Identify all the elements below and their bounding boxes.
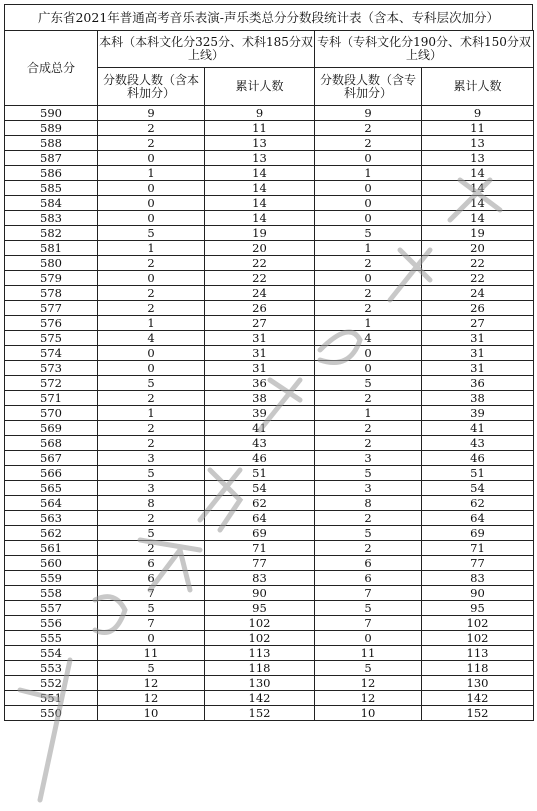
cell-benke-count: 5 <box>98 376 205 391</box>
cell-score: 574 <box>5 346 98 361</box>
cell-score: 565 <box>5 481 98 496</box>
table-row <box>5 271 534 286</box>
cell-benke-cumulative: 39 <box>205 406 315 421</box>
header-benke: 本科（本科文化分325分、术科185分双上线） <box>98 31 315 68</box>
cell-benke-cumulative: 46 <box>205 451 315 466</box>
cell-score: 577 <box>5 301 98 316</box>
cell-score: 581 <box>5 241 98 256</box>
cell-score: 587 <box>5 151 98 166</box>
cell-zhuanke-count: 6 <box>315 571 422 586</box>
cell-zhuanke-count: 1 <box>315 241 422 256</box>
cell-benke-cumulative: 118 <box>205 661 315 676</box>
header-zhuanke-count: 分数段人数（含专科加分） <box>315 68 422 106</box>
table-row <box>5 496 534 511</box>
cell-zhuanke-cumulative: 90 <box>422 586 534 601</box>
cell-benke-count: 12 <box>98 676 205 691</box>
cell-benke-count: 2 <box>98 121 205 136</box>
table-row <box>5 691 534 706</box>
table-row <box>5 481 534 496</box>
cell-benke-count: 2 <box>98 301 205 316</box>
cell-zhuanke-cumulative: 31 <box>422 346 534 361</box>
table-row <box>5 526 534 541</box>
cell-score: 585 <box>5 181 98 196</box>
cell-zhuanke-cumulative: 62 <box>422 496 534 511</box>
cell-benke-count: 5 <box>98 466 205 481</box>
cell-benke-cumulative: 95 <box>205 601 315 616</box>
table-row <box>5 211 534 226</box>
cell-benke-count: 0 <box>98 181 205 196</box>
cell-score: 572 <box>5 376 98 391</box>
cell-zhuanke-cumulative: 152 <box>422 706 534 721</box>
table-row <box>5 661 534 676</box>
cell-score: 554 <box>5 646 98 661</box>
cell-score: 583 <box>5 211 98 226</box>
cell-zhuanke-cumulative: 11 <box>422 121 534 136</box>
table-row <box>5 361 534 376</box>
cell-benke-cumulative: 113 <box>205 646 315 661</box>
cell-zhuanke-count: 9 <box>315 106 422 121</box>
cell-benke-cumulative: 69 <box>205 526 315 541</box>
table-row <box>5 586 534 601</box>
cell-score: 584 <box>5 196 98 211</box>
cell-score: 589 <box>5 121 98 136</box>
cell-zhuanke-cumulative: 113 <box>422 646 534 661</box>
cell-zhuanke-cumulative: 22 <box>422 271 534 286</box>
table-row <box>5 616 534 631</box>
table-row <box>5 676 534 691</box>
cell-score: 570 <box>5 406 98 421</box>
cell-score: 555 <box>5 631 98 646</box>
cell-benke-cumulative: 64 <box>205 511 315 526</box>
cell-benke-count: 7 <box>98 586 205 601</box>
table-row <box>5 256 534 271</box>
cell-benke-cumulative: 31 <box>205 346 315 361</box>
table-row <box>5 166 534 181</box>
cell-zhuanke-cumulative: 77 <box>422 556 534 571</box>
cell-zhuanke-cumulative: 51 <box>422 466 534 481</box>
cell-score: 563 <box>5 511 98 526</box>
cell-benke-cumulative: 90 <box>205 586 315 601</box>
cell-benke-count: 12 <box>98 691 205 706</box>
cell-zhuanke-cumulative: 142 <box>422 691 534 706</box>
cell-benke-count: 4 <box>98 331 205 346</box>
cell-zhuanke-count: 11 <box>315 646 422 661</box>
cell-score: 571 <box>5 391 98 406</box>
cell-zhuanke-cumulative: 130 <box>422 676 534 691</box>
cell-benke-cumulative: 51 <box>205 466 315 481</box>
cell-benke-cumulative: 31 <box>205 361 315 376</box>
cell-benke-count: 2 <box>98 136 205 151</box>
header-zhuanke: 专科（专科文化分190分、术科150分双上线） <box>315 31 534 68</box>
cell-score: 559 <box>5 571 98 586</box>
cell-benke-cumulative: 24 <box>205 286 315 301</box>
cell-benke-count: 5 <box>98 601 205 616</box>
table-row <box>5 376 534 391</box>
cell-score: 578 <box>5 286 98 301</box>
table-row <box>5 196 534 211</box>
cell-score: 569 <box>5 421 98 436</box>
cell-zhuanke-count: 5 <box>315 601 422 616</box>
cell-benke-cumulative: 14 <box>205 196 315 211</box>
cell-score: 575 <box>5 331 98 346</box>
cell-zhuanke-count: 3 <box>315 451 422 466</box>
cell-zhuanke-cumulative: 36 <box>422 376 534 391</box>
cell-score: 550 <box>5 706 98 721</box>
cell-score: 568 <box>5 436 98 451</box>
cell-benke-cumulative: 71 <box>205 541 315 556</box>
cell-zhuanke-cumulative: 64 <box>422 511 534 526</box>
cell-zhuanke-count: 7 <box>315 586 422 601</box>
table-row <box>5 316 534 331</box>
cell-benke-cumulative: 26 <box>205 301 315 316</box>
table-row <box>5 451 534 466</box>
cell-benke-count: 6 <box>98 571 205 586</box>
cell-zhuanke-cumulative: 95 <box>422 601 534 616</box>
table-body <box>5 106 534 721</box>
cell-zhuanke-cumulative: 39 <box>422 406 534 421</box>
cell-zhuanke-count: 2 <box>315 256 422 271</box>
cell-benke-count: 0 <box>98 196 205 211</box>
cell-zhuanke-cumulative: 31 <box>422 361 534 376</box>
table-row <box>5 556 534 571</box>
score-distribution-table <box>4 30 534 721</box>
cell-benke-cumulative: 13 <box>205 136 315 151</box>
cell-benke-count: 3 <box>98 481 205 496</box>
cell-benke-count: 0 <box>98 631 205 646</box>
cell-benke-cumulative: 36 <box>205 376 315 391</box>
cell-zhuanke-count: 5 <box>315 661 422 676</box>
cell-benke-cumulative: 142 <box>205 691 315 706</box>
table-row <box>5 541 534 556</box>
cell-benke-count: 9 <box>98 106 205 121</box>
cell-zhuanke-count: 0 <box>315 361 422 376</box>
cell-zhuanke-cumulative: 83 <box>422 571 534 586</box>
cell-score: 579 <box>5 271 98 286</box>
cell-benke-count: 0 <box>98 271 205 286</box>
cell-zhuanke-count: 0 <box>315 151 422 166</box>
cell-score: 588 <box>5 136 98 151</box>
table-row <box>5 601 534 616</box>
table-row <box>5 181 534 196</box>
table-row <box>5 151 534 166</box>
cell-benke-cumulative: 20 <box>205 241 315 256</box>
cell-benke-cumulative: 102 <box>205 631 315 646</box>
cell-benke-count: 8 <box>98 496 205 511</box>
cell-benke-cumulative: 43 <box>205 436 315 451</box>
cell-score: 551 <box>5 691 98 706</box>
cell-benke-cumulative: 14 <box>205 181 315 196</box>
cell-zhuanke-count: 5 <box>315 466 422 481</box>
cell-benke-count: 6 <box>98 556 205 571</box>
cell-benke-count: 5 <box>98 226 205 241</box>
cell-zhuanke-cumulative: 31 <box>422 331 534 346</box>
cell-benke-cumulative: 27 <box>205 316 315 331</box>
cell-benke-count: 1 <box>98 316 205 331</box>
cell-score: 580 <box>5 256 98 271</box>
cell-benke-count: 2 <box>98 541 205 556</box>
table-row <box>5 571 534 586</box>
cell-zhuanke-count: 12 <box>315 676 422 691</box>
cell-zhuanke-count: 12 <box>315 691 422 706</box>
table-row <box>5 706 534 721</box>
cell-zhuanke-count: 2 <box>315 286 422 301</box>
cell-zhuanke-count: 2 <box>315 541 422 556</box>
cell-benke-count: 0 <box>98 361 205 376</box>
cell-zhuanke-cumulative: 14 <box>422 211 534 226</box>
cell-zhuanke-count: 5 <box>315 376 422 391</box>
cell-zhuanke-count: 1 <box>315 316 422 331</box>
cell-zhuanke-count: 1 <box>315 166 422 181</box>
cell-zhuanke-cumulative: 38 <box>422 391 534 406</box>
cell-benke-cumulative: 22 <box>205 271 315 286</box>
cell-zhuanke-count: 0 <box>315 211 422 226</box>
cell-benke-count: 1 <box>98 241 205 256</box>
cell-zhuanke-cumulative: 69 <box>422 526 534 541</box>
cell-zhuanke-cumulative: 102 <box>422 631 534 646</box>
cell-benke-count: 0 <box>98 346 205 361</box>
cell-score: 558 <box>5 586 98 601</box>
cell-zhuanke-count: 2 <box>315 121 422 136</box>
header-score: 合成总分 <box>5 31 98 106</box>
table-row <box>5 286 534 301</box>
cell-zhuanke-count: 4 <box>315 331 422 346</box>
table-row <box>5 406 534 421</box>
cell-zhuanke-count: 7 <box>315 616 422 631</box>
cell-benke-cumulative: 130 <box>205 676 315 691</box>
cell-benke-cumulative: 11 <box>205 121 315 136</box>
cell-zhuanke-count: 2 <box>315 301 422 316</box>
cell-score: 562 <box>5 526 98 541</box>
cell-benke-count: 2 <box>98 436 205 451</box>
cell-benke-count: 10 <box>98 706 205 721</box>
table-row <box>5 466 534 481</box>
cell-benke-cumulative: 83 <box>205 571 315 586</box>
cell-benke-count: 11 <box>98 646 205 661</box>
cell-benke-cumulative: 38 <box>205 391 315 406</box>
cell-benke-count: 2 <box>98 421 205 436</box>
cell-zhuanke-count: 1 <box>315 406 422 421</box>
cell-zhuanke-count: 0 <box>315 631 422 646</box>
cell-zhuanke-cumulative: 27 <box>422 316 534 331</box>
cell-zhuanke-count: 2 <box>315 391 422 406</box>
cell-zhuanke-cumulative: 19 <box>422 226 534 241</box>
cell-benke-cumulative: 54 <box>205 481 315 496</box>
cell-zhuanke-cumulative: 54 <box>422 481 534 496</box>
cell-zhuanke-cumulative: 71 <box>422 541 534 556</box>
cell-zhuanke-cumulative: 102 <box>422 616 534 631</box>
cell-zhuanke-count: 2 <box>315 421 422 436</box>
cell-zhuanke-cumulative: 41 <box>422 421 534 436</box>
cell-benke-cumulative: 152 <box>205 706 315 721</box>
cell-score: 552 <box>5 676 98 691</box>
cell-benke-cumulative: 77 <box>205 556 315 571</box>
cell-benke-cumulative: 19 <box>205 226 315 241</box>
cell-zhuanke-cumulative: 24 <box>422 286 534 301</box>
cell-benke-cumulative: 14 <box>205 211 315 226</box>
cell-benke-cumulative: 62 <box>205 496 315 511</box>
table-row <box>5 511 534 526</box>
header-benke-count: 分数段人数（含本科加分） <box>98 68 205 106</box>
table-row <box>5 646 534 661</box>
cell-benke-cumulative: 31 <box>205 331 315 346</box>
cell-benke-count: 1 <box>98 166 205 181</box>
cell-benke-cumulative: 9 <box>205 106 315 121</box>
cell-zhuanke-count: 2 <box>315 136 422 151</box>
cell-benke-count: 0 <box>98 211 205 226</box>
table-row <box>5 136 534 151</box>
table-row <box>5 631 534 646</box>
cell-zhuanke-cumulative: 14 <box>422 166 534 181</box>
cell-zhuanke-count: 3 <box>315 481 422 496</box>
table-row <box>5 421 534 436</box>
cell-score: 573 <box>5 361 98 376</box>
table-row <box>5 301 534 316</box>
cell-benke-count: 2 <box>98 511 205 526</box>
table-row <box>5 331 534 346</box>
cell-zhuanke-cumulative: 43 <box>422 436 534 451</box>
cell-benke-cumulative: 102 <box>205 616 315 631</box>
cell-benke-count: 2 <box>98 391 205 406</box>
cell-benke-cumulative: 14 <box>205 166 315 181</box>
cell-zhuanke-count: 5 <box>315 526 422 541</box>
cell-zhuanke-cumulative: 13 <box>422 136 534 151</box>
cell-benke-count: 2 <box>98 286 205 301</box>
table-row <box>5 391 534 406</box>
cell-zhuanke-count: 10 <box>315 706 422 721</box>
cell-zhuanke-count: 5 <box>315 226 422 241</box>
cell-score: 567 <box>5 451 98 466</box>
cell-zhuanke-count: 2 <box>315 436 422 451</box>
score-table-sheet <box>4 4 533 721</box>
cell-zhuanke-count: 0 <box>315 196 422 211</box>
cell-benke-count: 5 <box>98 526 205 541</box>
cell-zhuanke-cumulative: 9 <box>422 106 534 121</box>
cell-benke-cumulative: 22 <box>205 256 315 271</box>
cell-zhuanke-cumulative: 26 <box>422 301 534 316</box>
table-row <box>5 346 534 361</box>
table-title: 广东省2021年普通高考音乐表演-声乐类总分分数段统计表（含本、专科层次加分） <box>4 4 533 30</box>
cell-benke-cumulative: 41 <box>205 421 315 436</box>
cell-zhuanke-cumulative: 14 <box>422 196 534 211</box>
header-benke-cumulative: 累计人数 <box>205 68 315 106</box>
cell-score: 561 <box>5 541 98 556</box>
cell-zhuanke-cumulative: 20 <box>422 241 534 256</box>
cell-zhuanke-count: 0 <box>315 271 422 286</box>
cell-score: 582 <box>5 226 98 241</box>
table-row <box>5 226 534 241</box>
cell-zhuanke-cumulative: 118 <box>422 661 534 676</box>
cell-benke-count: 7 <box>98 616 205 631</box>
cell-benke-count: 0 <box>98 151 205 166</box>
cell-benke-count: 3 <box>98 451 205 466</box>
header-zhuanke-cumulative: 累计人数 <box>422 68 534 106</box>
cell-benke-count: 2 <box>98 256 205 271</box>
cell-benke-count: 1 <box>98 406 205 421</box>
cell-zhuanke-count: 0 <box>315 181 422 196</box>
cell-zhuanke-count: 6 <box>315 556 422 571</box>
cell-score: 560 <box>5 556 98 571</box>
cell-zhuanke-cumulative: 14 <box>422 181 534 196</box>
cell-score: 576 <box>5 316 98 331</box>
table-row <box>5 241 534 256</box>
table-row <box>5 436 534 451</box>
cell-zhuanke-cumulative: 13 <box>422 151 534 166</box>
cell-score: 557 <box>5 601 98 616</box>
cell-score: 586 <box>5 166 98 181</box>
cell-zhuanke-count: 8 <box>315 496 422 511</box>
cell-score: 566 <box>5 466 98 481</box>
cell-benke-count: 5 <box>98 661 205 676</box>
cell-zhuanke-cumulative: 46 <box>422 451 534 466</box>
cell-zhuanke-count: 0 <box>315 346 422 361</box>
cell-score: 553 <box>5 661 98 676</box>
cell-zhuanke-cumulative: 22 <box>422 256 534 271</box>
cell-zhuanke-count: 2 <box>315 511 422 526</box>
cell-benke-cumulative: 13 <box>205 151 315 166</box>
cell-score: 590 <box>5 106 98 121</box>
table-row <box>5 106 534 121</box>
cell-score: 556 <box>5 616 98 631</box>
table-row <box>5 121 534 136</box>
cell-score: 564 <box>5 496 98 511</box>
